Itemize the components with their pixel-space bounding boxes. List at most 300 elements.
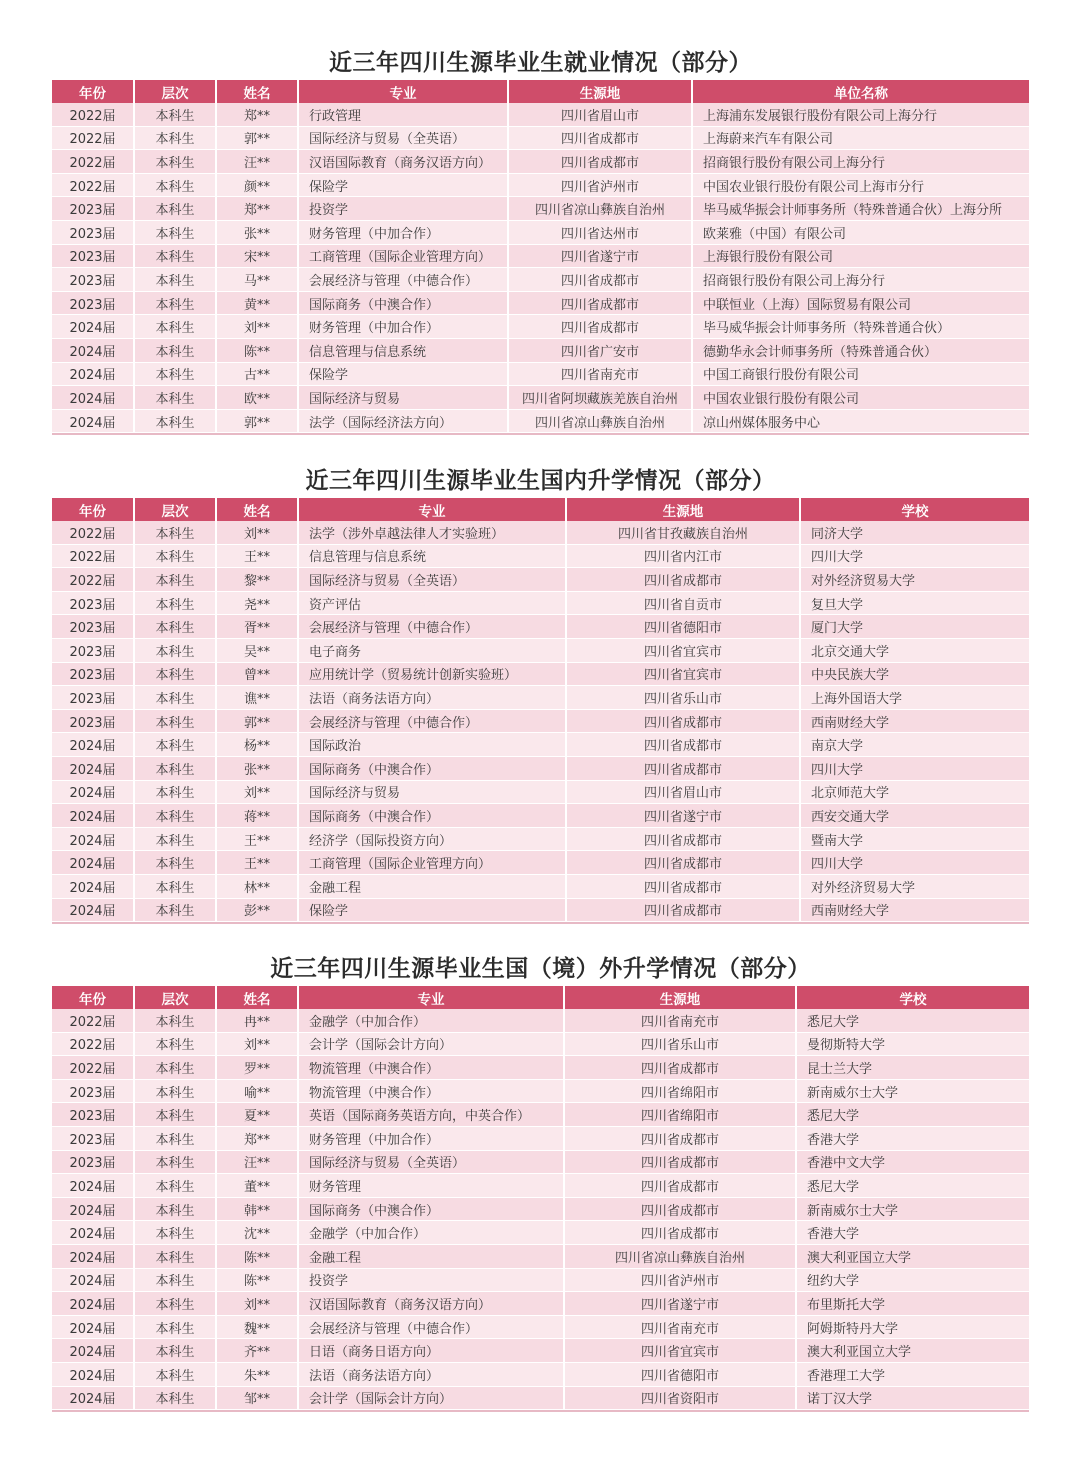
cell-level: 本科生 [134,851,216,875]
cell-major: 保险学 [298,362,508,386]
cell-name: 陈** [216,1244,298,1268]
cell-name: 黄** [216,291,298,315]
cell-level: 本科生 [134,1079,216,1103]
cell-organization: 纽约大学 [796,1268,1029,1292]
column-header-major: 专业 [298,986,564,1009]
table-row [52,615,1029,639]
table-row [52,315,1029,339]
cell-name: 沈** [216,1221,298,1245]
table-row [52,1056,1029,1080]
cell-organization: 香港大学 [796,1221,1029,1245]
table-row [52,1315,1029,1339]
cell-organization: 悉尼大学 [796,1009,1029,1032]
cell-major: 工商管理（国际企业管理方向） [298,851,566,875]
table-row [52,244,1029,268]
cell-major: 国际商务（中澳合作） [298,804,566,828]
cell-name: 杨** [216,733,298,757]
table-row [52,733,1029,757]
table-row [52,220,1029,244]
cell-origin: 四川省德阳市 [566,615,800,639]
table-body [52,521,1029,922]
cell-year: 2023届 [52,268,134,292]
cell-level: 本科生 [134,1244,216,1268]
cell-name: 刘** [216,780,298,804]
cell-major: 会计学（国际会计方向） [298,1386,564,1410]
cell-year: 2022届 [52,1009,134,1032]
cell-organization: 上海浦东发展银行股份有限公司上海分行 [692,103,1029,126]
cell-major: 会展经济与管理（中德合作） [298,615,566,639]
cell-year: 2024届 [52,874,134,898]
cell-year: 2024届 [52,315,134,339]
cell-origin: 四川省成都市 [508,268,692,292]
column-header-major: 专业 [298,498,566,521]
cell-organization: 中国工商银行股份有限公司 [692,362,1029,386]
cell-year: 2024届 [52,780,134,804]
table-row [52,1268,1029,1292]
cell-organization: 香港中文大学 [796,1150,1029,1174]
cell-year: 2024届 [52,1315,134,1339]
cell-level: 本科生 [134,103,216,126]
cell-level: 本科生 [134,1268,216,1292]
cell-name: 吴** [216,638,298,662]
cell-name: 王** [216,851,298,875]
cell-year: 2023届 [52,1103,134,1127]
cell-major: 投资学 [298,197,508,221]
cell-year: 2024届 [52,386,134,410]
column-header-organization: 学校 [796,986,1029,1009]
cell-major: 国际经济与贸易 [298,386,508,410]
cell-origin: 四川省阿坝藏族羌族自治州 [508,386,692,410]
table-row [52,780,1029,804]
cell-level: 本科生 [134,521,216,544]
cell-level: 本科生 [134,898,216,922]
cell-year: 2023届 [52,1150,134,1174]
cell-origin: 四川省绵阳市 [564,1103,796,1127]
cell-major: 会展经济与管理（中德合作） [298,709,566,733]
cell-year: 2023届 [52,615,134,639]
cell-name: 刘** [216,1292,298,1316]
cell-name: 郑** [216,1126,298,1150]
cell-major: 电子商务 [298,638,566,662]
table-bottom-rule [52,433,1029,435]
cell-major: 国际经济与贸易 [298,780,566,804]
cell-organization: 西南财经大学 [800,709,1029,733]
table-header-row [52,986,1029,1009]
cell-name: 夏** [216,1103,298,1127]
cell-year: 2023届 [52,1079,134,1103]
cell-origin: 四川省内江市 [566,544,800,568]
cell-name: 蒋** [216,804,298,828]
cell-level: 本科生 [134,756,216,780]
cell-level: 本科生 [134,291,216,315]
cell-major: 国际经济与贸易（全英语） [298,568,566,592]
cell-major: 金融学（中加合作） [298,1009,564,1032]
cell-origin: 四川省绵阳市 [564,1079,796,1103]
cell-major: 信息管理与信息系统 [298,544,566,568]
cell-organization: 复旦大学 [800,591,1029,615]
cell-major: 金融工程 [298,1244,564,1268]
table-row [52,1126,1029,1150]
cell-major: 法语（商务法语方向） [298,1362,564,1386]
cell-name: 邹** [216,1386,298,1410]
cell-year: 2023届 [52,591,134,615]
table-header-row [52,80,1029,103]
cell-level: 本科生 [134,1315,216,1339]
cell-organization: 布里斯托大学 [796,1292,1029,1316]
cell-organization: 诺丁汉大学 [796,1386,1029,1410]
cell-origin: 四川省凉山彝族自治州 [508,409,692,433]
cell-organization: 四川大学 [800,756,1029,780]
table-row [52,662,1029,686]
cell-level: 本科生 [134,544,216,568]
cell-level: 本科生 [134,126,216,150]
cell-name: 颜** [216,173,298,197]
table-row [52,386,1029,410]
cell-year: 2023届 [52,638,134,662]
table-row [52,874,1029,898]
cell-organization: 毕马威华振会计师事务所（特殊普通合伙） [692,315,1029,339]
column-header-origin: 生源地 [566,498,800,521]
cell-major: 保险学 [298,173,508,197]
domestic-study-table [52,498,1029,922]
table-row [52,126,1029,150]
cell-year: 2024届 [52,1386,134,1410]
cell-year: 2024届 [52,1174,134,1198]
cell-origin: 四川省成都市 [508,315,692,339]
column-header-origin: 生源地 [508,80,692,103]
cell-name: 郑** [216,103,298,126]
cell-name: 韩** [216,1197,298,1221]
table-row [52,1362,1029,1386]
cell-name: 欧** [216,386,298,410]
cell-name: 王** [216,544,298,568]
cell-major: 汉语国际教育（商务汉语方向） [298,1292,564,1316]
cell-year: 2022届 [52,126,134,150]
cell-year: 2022届 [52,544,134,568]
cell-organization: 暨南大学 [800,827,1029,851]
cell-major: 国际经济与贸易（全英语） [298,1150,564,1174]
table-row [52,851,1029,875]
overseas-study-table [52,986,1029,1410]
cell-level: 本科生 [134,197,216,221]
table-header-row [52,498,1029,521]
cell-origin: 四川省宜宾市 [566,662,800,686]
cell-origin: 四川省成都市 [566,898,800,922]
cell-name: 王** [216,827,298,851]
cell-level: 本科生 [134,268,216,292]
cell-level: 本科生 [134,150,216,174]
cell-name: 郑** [216,197,298,221]
cell-origin: 四川省成都市 [564,1174,796,1198]
column-header-name: 姓名 [216,498,298,521]
table-row [52,1339,1029,1363]
cell-name: 朱** [216,1362,298,1386]
cell-name: 黎** [216,568,298,592]
cell-organization: 中国农业银行股份有限公司 [692,386,1029,410]
cell-organization: 凉山州媒体服务中心 [692,409,1029,433]
cell-name: 董** [216,1174,298,1198]
cell-name: 冉** [216,1009,298,1032]
cell-organization: 对外经济贸易大学 [800,568,1029,592]
cell-name: 郭** [216,126,298,150]
cell-level: 本科生 [134,1032,216,1056]
cell-name: 喻** [216,1079,298,1103]
cell-origin: 四川省成都市 [508,291,692,315]
cell-organization: 德勤华永会计师事务所（特殊普通合伙） [692,338,1029,362]
cell-level: 本科生 [134,1103,216,1127]
cell-year: 2024届 [52,362,134,386]
cell-year: 2024届 [52,898,134,922]
cell-origin: 四川省凉山彝族自治州 [508,197,692,221]
cell-organization: 招商银行股份有限公司上海分行 [692,150,1029,174]
domestic-study-section [52,464,1029,924]
cell-major: 国际商务（中澳合作） [298,291,508,315]
cell-organization: 西南财经大学 [800,898,1029,922]
cell-level: 本科生 [134,220,216,244]
cell-major: 经济学（国际投资方向） [298,827,566,851]
table-row [52,544,1029,568]
table-row [52,709,1029,733]
table-row [52,1174,1029,1198]
cell-origin: 四川省凉山彝族自治州 [564,1244,796,1268]
table-row [52,268,1029,292]
cell-year: 2024届 [52,733,134,757]
table-row [52,1032,1029,1056]
overseas-study-section [52,952,1029,1412]
cell-origin: 四川省泸州市 [508,173,692,197]
cell-origin: 四川省成都市 [566,709,800,733]
cell-organization: 曼彻斯特大学 [796,1032,1029,1056]
cell-level: 本科生 [134,386,216,410]
cell-year: 2023届 [52,244,134,268]
cell-organization: 昆士兰大学 [796,1056,1029,1080]
cell-major: 金融学（中加合作） [298,1221,564,1245]
employment-title: 近三年四川生源毕业生就业情况（部分） [329,50,752,76]
cell-major: 会展经济与管理（中德合作） [298,1315,564,1339]
cell-major: 会计学（国际会计方向） [298,1032,564,1056]
cell-origin: 四川省成都市 [566,851,800,875]
cell-origin: 四川省宜宾市 [566,638,800,662]
cell-major: 金融工程 [298,874,566,898]
overseas-study-title: 近三年四川生源毕业生国（境）外升学情况（部分） [270,956,811,982]
cell-year: 2024届 [52,756,134,780]
cell-level: 本科生 [134,1126,216,1150]
cell-level: 本科生 [134,244,216,268]
cell-name: 彭** [216,898,298,922]
cell-major: 保险学 [298,898,566,922]
table-row [52,568,1029,592]
cell-major: 资产评估 [298,591,566,615]
cell-origin: 四川省成都市 [566,756,800,780]
table-row [52,898,1029,922]
cell-major: 物流管理（中澳合作） [298,1056,564,1080]
cell-name: 曾** [216,662,298,686]
cell-year: 2023届 [52,662,134,686]
cell-origin: 四川省南充市 [564,1315,796,1339]
column-header-year: 年份 [52,498,134,521]
cell-organization: 四川大学 [800,544,1029,568]
cell-name: 陈** [216,1268,298,1292]
table-row [52,591,1029,615]
cell-origin: 四川省甘孜藏族自治州 [566,521,800,544]
column-header-name: 姓名 [216,80,298,103]
cell-origin: 四川省成都市 [564,1197,796,1221]
cell-year: 2024届 [52,1221,134,1245]
cell-major: 法语（商务法语方向） [298,686,566,710]
cell-name: 宋** [216,244,298,268]
cell-organization: 同济大学 [800,521,1029,544]
cell-year: 2024届 [52,1197,134,1221]
table-row [52,173,1029,197]
cell-year: 2024届 [52,851,134,875]
cell-major: 国际经济与贸易（全英语） [298,126,508,150]
column-header-level: 层次 [134,498,216,521]
table-body [52,1009,1029,1410]
table-row [52,409,1029,433]
cell-level: 本科生 [134,780,216,804]
cell-level: 本科生 [134,874,216,898]
cell-name: 刘** [216,521,298,544]
cell-organization: 中央民族大学 [800,662,1029,686]
column-header-year: 年份 [52,80,134,103]
cell-level: 本科生 [134,1339,216,1363]
cell-origin: 四川省成都市 [508,126,692,150]
cell-origin: 四川省眉山市 [508,103,692,126]
cell-origin: 四川省成都市 [566,733,800,757]
column-header-origin: 生源地 [564,986,796,1009]
cell-year: 2023届 [52,709,134,733]
cell-name: 郭** [216,409,298,433]
cell-name: 刘** [216,315,298,339]
cell-organization: 北京师范大学 [800,780,1029,804]
cell-major: 投资学 [298,1268,564,1292]
table-row [52,1103,1029,1127]
table-row [52,1197,1029,1221]
cell-major: 汉语国际教育（商务汉语方向） [298,150,508,174]
cell-year: 2022届 [52,173,134,197]
cell-origin: 四川省乐山市 [564,1032,796,1056]
cell-level: 本科生 [134,827,216,851]
cell-year: 2024届 [52,1244,134,1268]
table-row [52,103,1029,126]
cell-organization: 中联恒业（上海）国际贸易有限公司 [692,291,1029,315]
table-bottom-rule [52,922,1029,924]
cell-origin: 四川省成都市 [566,874,800,898]
cell-major: 信息管理与信息系统 [298,338,508,362]
table-row [52,1292,1029,1316]
cell-organization: 香港理工大学 [796,1362,1029,1386]
table-row [52,338,1029,362]
cell-origin: 四川省成都市 [564,1221,796,1245]
cell-organization: 南京大学 [800,733,1029,757]
cell-major: 法学（涉外卓越法律人才实验班） [298,521,566,544]
cell-origin: 四川省遂宁市 [508,244,692,268]
table-row [52,521,1029,544]
cell-origin: 四川省遂宁市 [564,1292,796,1316]
cell-origin: 四川省遂宁市 [566,804,800,828]
cell-name: 张** [216,756,298,780]
cell-level: 本科生 [134,1386,216,1410]
cell-origin: 四川省南充市 [564,1009,796,1032]
cell-organization: 厦门大学 [800,615,1029,639]
cell-level: 本科生 [134,804,216,828]
table-row [52,197,1029,221]
cell-origin: 四川省成都市 [564,1150,796,1174]
table-row [52,1079,1029,1103]
cell-origin: 四川省达州市 [508,220,692,244]
cell-level: 本科生 [134,1221,216,1245]
cell-year: 2022届 [52,150,134,174]
cell-year: 2022届 [52,521,134,544]
cell-level: 本科生 [134,662,216,686]
cell-organization: 上海银行股份有限公司 [692,244,1029,268]
cell-major: 日语（商务日语方向） [298,1339,564,1363]
table-row [52,804,1029,828]
cell-origin: 四川省南充市 [508,362,692,386]
cell-year: 2024届 [52,1362,134,1386]
cell-origin: 四川省泸州市 [564,1268,796,1292]
cell-name: 汪** [216,150,298,174]
table-row [52,827,1029,851]
employment-table [52,80,1029,433]
table-row [52,150,1029,174]
table-row [52,1386,1029,1410]
cell-name: 张** [216,220,298,244]
cell-organization: 上海蔚来汽车有限公司 [692,126,1029,150]
cell-level: 本科生 [134,1174,216,1198]
cell-name: 汪** [216,1150,298,1174]
cell-year: 2022届 [52,103,134,126]
cell-level: 本科生 [134,568,216,592]
domestic-study-title: 近三年四川生源毕业生国内升学情况（部分） [305,468,776,494]
cell-origin: 四川省广安市 [508,338,692,362]
column-header-year: 年份 [52,986,134,1009]
cell-major: 财务管理（中加合作） [298,1126,564,1150]
cell-level: 本科生 [134,686,216,710]
cell-origin: 四川省乐山市 [566,686,800,710]
cell-organization: 澳大利亚国立大学 [796,1339,1029,1363]
cell-year: 2024届 [52,1268,134,1292]
cell-name: 马** [216,268,298,292]
employment-section [52,46,1029,435]
cell-origin: 四川省德阳市 [564,1362,796,1386]
cell-major: 国际商务（中澳合作） [298,756,566,780]
column-header-organization: 学校 [800,498,1029,521]
cell-name: 郭** [216,709,298,733]
cell-name: 刘** [216,1032,298,1056]
cell-year: 2024届 [52,338,134,362]
cell-organization: 西安交通大学 [800,804,1029,828]
cell-major: 行政管理 [298,103,508,126]
cell-year: 2023届 [52,220,134,244]
cell-organization: 欧莱雅（中国）有限公司 [692,220,1029,244]
cell-year: 2023届 [52,1126,134,1150]
cell-organization: 悉尼大学 [796,1174,1029,1198]
cell-level: 本科生 [134,315,216,339]
cell-level: 本科生 [134,1056,216,1080]
cell-major: 法学（国际经济法方向） [298,409,508,433]
cell-level: 本科生 [134,591,216,615]
cell-organization: 新南威尔士大学 [796,1079,1029,1103]
cell-major: 国际政治 [298,733,566,757]
cell-year: 2024届 [52,1339,134,1363]
cell-origin: 四川省成都市 [566,827,800,851]
cell-major: 国际商务（中澳合作） [298,1197,564,1221]
cell-major: 会展经济与管理（中德合作） [298,268,508,292]
cell-origin: 四川省成都市 [566,568,800,592]
column-header-major: 专业 [298,80,508,103]
cell-origin: 四川省眉山市 [566,780,800,804]
